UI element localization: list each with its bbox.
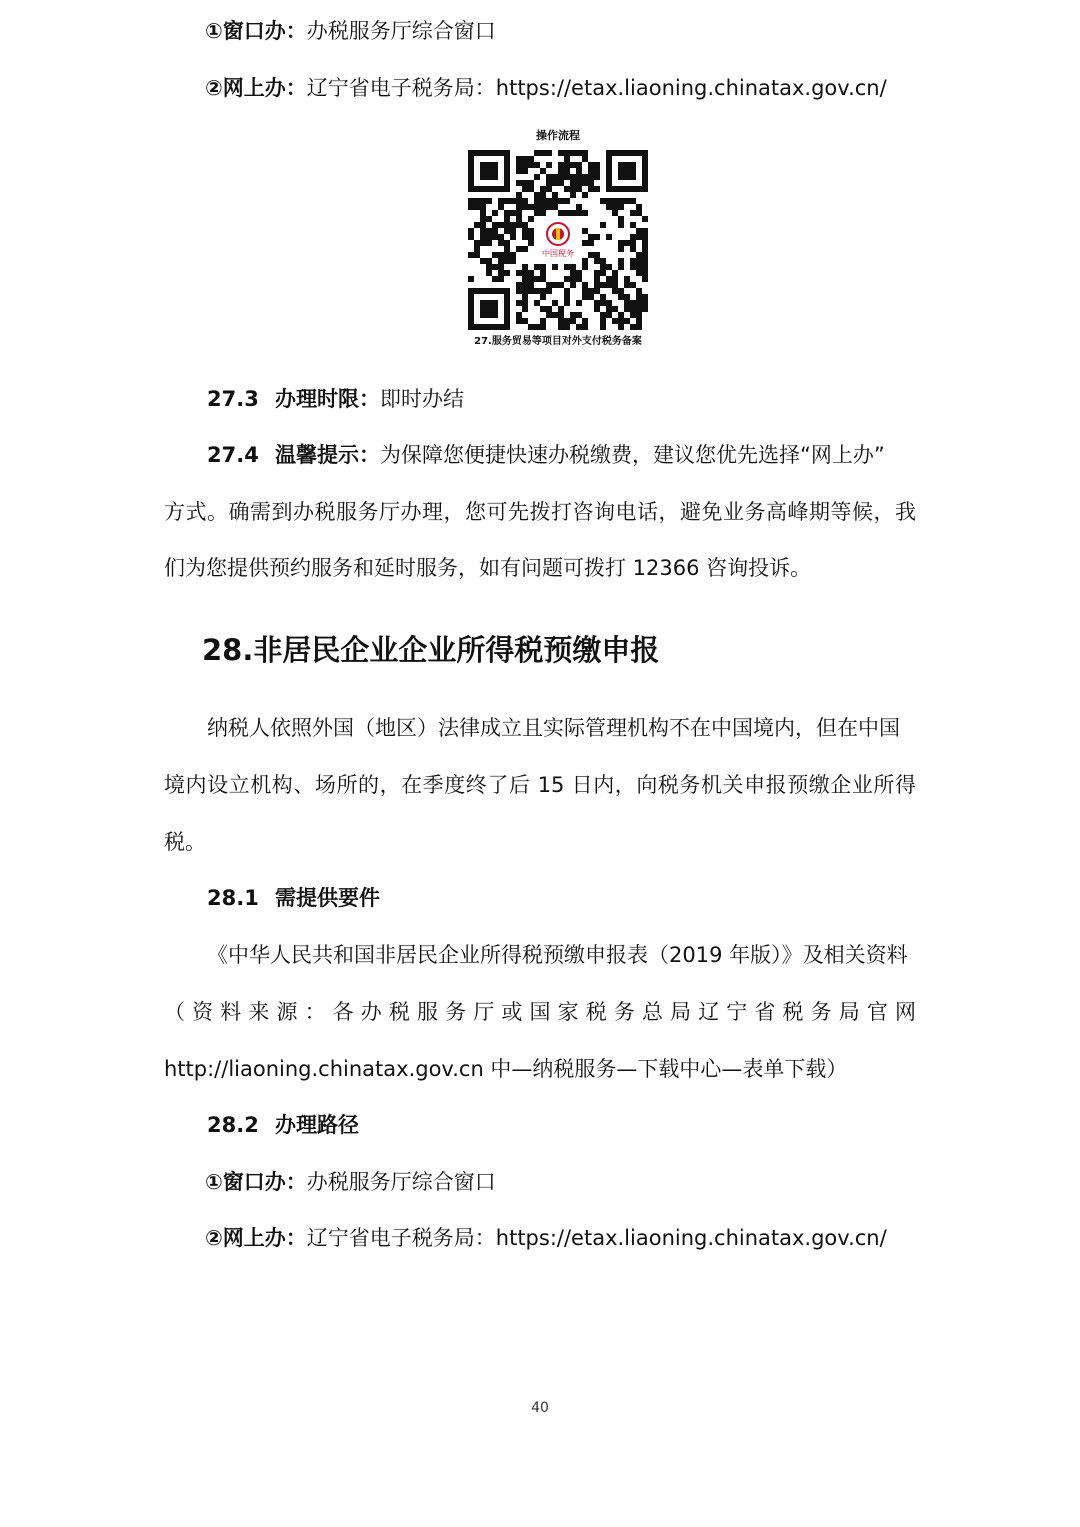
item-28-2-heading <box>207 1110 359 1140</box>
item-28-2-path-window <box>205 1167 496 1197</box>
qr-finder-top-left <box>468 150 510 192</box>
item-27-4-line1 <box>207 440 917 470</box>
item-27-4-line3: 们为您提供预约服务和延时服务，如有问题可拨打 12366 咨询投诉。 <box>164 556 812 580</box>
item-28-2-path-window-label: ①窗口办： <box>205 1170 307 1194</box>
path-online-label: ②网上办： <box>205 76 307 100</box>
qr-caption-top: 操作流程 <box>536 129 580 142</box>
item-27-3-label: 办理时限： <box>275 387 380 411</box>
item-27-4-number: 27.4 <box>207 443 259 467</box>
page-number: 40 <box>531 1400 549 1416</box>
item-28-1-line1: 《中华人民共和国非居民企业所得税预缴申报表（2019 年版）》及相关资料 <box>207 943 908 967</box>
qr-finder-bottom-left <box>468 288 510 330</box>
path-online-line <box>205 73 887 103</box>
item-28-1-label: 需提供要件 <box>275 886 380 910</box>
item-28-2-number: 28.2 <box>207 1113 259 1137</box>
item-27-3 <box>207 384 464 414</box>
qr-code-block <box>460 128 656 356</box>
item-28-2-path-window-text: 办税服务厅综合窗口 <box>306 1170 496 1194</box>
item-28-2-path-online-label: ②网上办： <box>205 1226 307 1250</box>
section-28-intro-line3: 税。 <box>164 830 206 854</box>
qr-code-image <box>466 148 650 332</box>
qr-caption-bottom: 27.服务贸易等项目对外支付税务备案 <box>474 336 642 347</box>
item-28-1-line2: （资料来源：各办税服务厅或国家税务总局辽宁省税务局官网 <box>164 1000 916 1024</box>
item-28-1-heading <box>207 883 380 913</box>
item-28-2-path-online <box>205 1223 887 1253</box>
qr-finder-top-right <box>606 150 648 192</box>
path-window-line <box>205 16 496 46</box>
item-28-2-path-online-text: 辽宁省电子税务局：https://etax.liaoning.chinatax.gov.cn/ <box>306 1226 887 1250</box>
item-27-4-text-line1: 为保障您便捷快速办税缴费，建议您优先选择“网上办” <box>380 443 885 467</box>
item-27-4-line2: 方式。确需到办税服务厅办理，您可先拨打咨询电话，避免业务高峰期等候，我 <box>164 500 916 524</box>
item-28-2-label: 办理路径 <box>275 1113 359 1137</box>
path-window-label: ①窗口办： <box>205 19 307 43</box>
item-27-3-text: 即时办结 <box>380 387 464 411</box>
item-28-1-number: 28.1 <box>207 886 259 910</box>
path-window-text: 办税服务厅综合窗口 <box>306 19 496 43</box>
item-28-1-line3: http://liaoning.chinatax.gov.cn 中—纳税服务—下载中心—表单下载） <box>164 1057 848 1081</box>
tax-emblem-logo <box>538 220 578 260</box>
path-online-text: 辽宁省电子税务局：https://etax.liaoning.chinatax.gov.cn/ <box>306 76 887 100</box>
item-27-3-number: 27.3 <box>207 387 259 411</box>
section-28-intro-line2: 境内设立机构、场所的，在季度终了后 15 日内，向税务机关申报预缴企业所得 <box>164 773 916 797</box>
item-27-4-label: 温馨提示： <box>275 443 380 467</box>
section-28-title: 28.非居民企业企业所得税预缴申报 <box>202 633 660 667</box>
emblem-text: 中国税务 <box>542 249 574 258</box>
section-28-intro-line1: 纳税人依照外国（地区）法律成立且实际管理机构不在中国境内，但在中国 <box>207 716 900 740</box>
